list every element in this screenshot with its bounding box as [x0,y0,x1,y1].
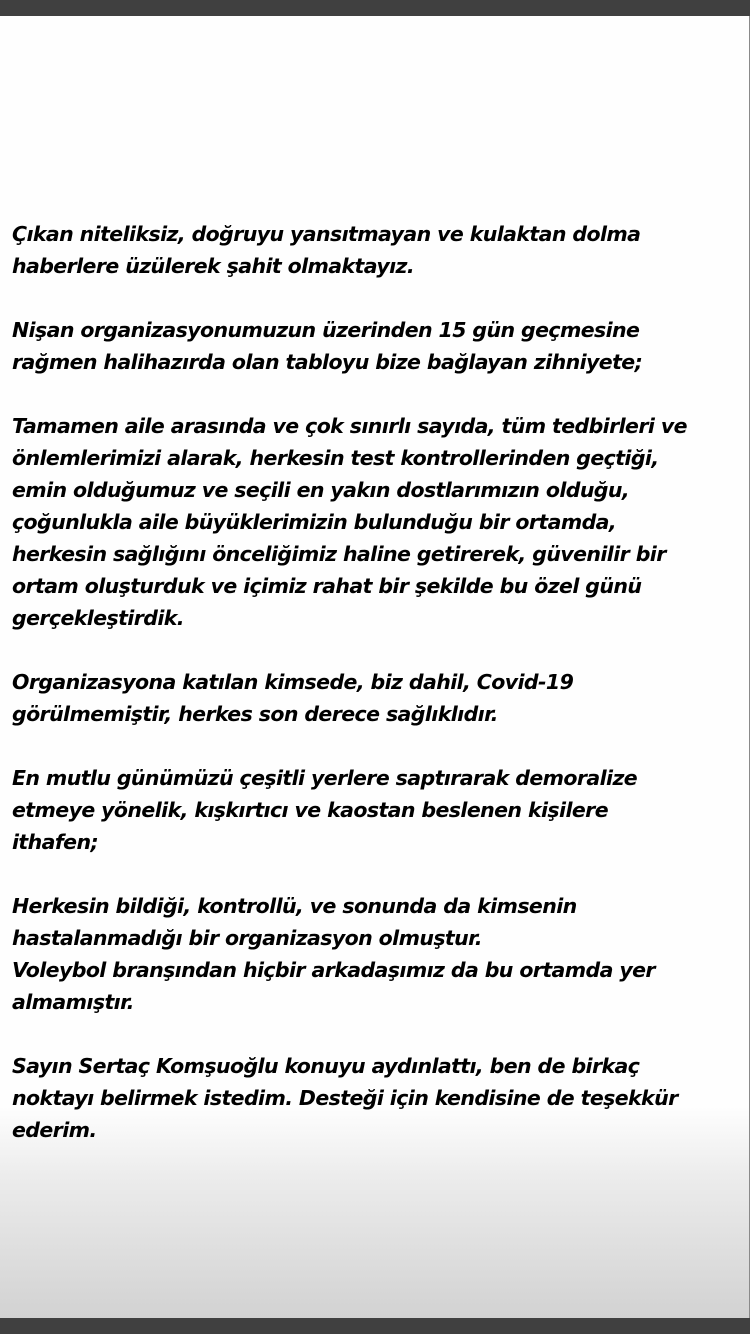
text-line: rağmen halihazırda olan tabloyu bize bağlayan zihniyete; [12,350,643,374]
bottom-frame-bar [0,1318,750,1334]
text-line: çoğunlukla aile büyüklerimizin bulunduğu bir ortamda, [12,510,617,534]
text-line: gerçekleştirdik. [12,606,184,630]
text-line: herkesin sağlığını önceliğimiz haline getirerek, güvenilir bir [12,542,666,566]
paragraph-4 [12,666,742,730]
text-line: noktayı belirmek istedim. Desteği için kendisine de teşekkür [12,1086,678,1110]
paragraph-2 [12,314,742,378]
text-line: görülmemiştir, herkes son derece sağlıklıdır. [12,702,498,726]
text-line: ederim. [12,1118,97,1142]
text-line: ortam oluşturduk ve içimiz rahat bir şekilde bu özel günü [12,574,642,598]
text-line: haberlere üzülerek şahit olmaktayız. [12,254,415,278]
text-line: almamıştır. [12,990,134,1014]
text-line: ithafen; [12,830,99,854]
text-line: hastalanmadığı bir organizasyon olmuştur. [12,926,482,950]
text-line: En mutlu günümüzü çeşitli yerlere saptırarak demoralize [12,766,638,790]
text-line: etmeye yönelik, kışkırtıcı ve kaostan beslenen kişilere [12,798,608,822]
text-line: Çıkan niteliksiz, doğruyu yansıtmayan ve kulaktan dolma [12,222,641,246]
top-frame-bar [0,0,750,16]
paragraph-6 [12,890,742,1018]
text-line: önlemlerimizi alarak, herkesin test kontrollerinden geçtiği, [12,446,659,470]
text-line: Herkesin bildiği, kontrollü, ve sonunda da kimsenin [12,894,577,918]
paragraph-1 [12,218,742,282]
paragraph-7 [12,1050,742,1146]
statement-text [12,218,742,1178]
text-line: Tamamen aile arasında ve çok sınırlı sayıda, tüm tedbirleri ve [12,414,687,438]
text-line: Nişan organizasyonumuzun üzerinden 15 gün geçmesine [12,318,640,342]
text-line: Organizasyona katılan kimsede, biz dahil, Covid-19 [12,670,574,694]
paragraph-5 [12,762,742,858]
text-line: Voleybol branşından hiçbir arkadaşımız da bu ortamda yer [12,958,655,982]
paragraph-3 [12,410,742,634]
text-line: Sayın Sertaç Komşuoğlu konuyu aydınlattı, ben de birkaç [12,1054,640,1078]
text-line: emin olduğumuz ve seçili en yakın dostlarımızın olduğu, [12,478,630,502]
